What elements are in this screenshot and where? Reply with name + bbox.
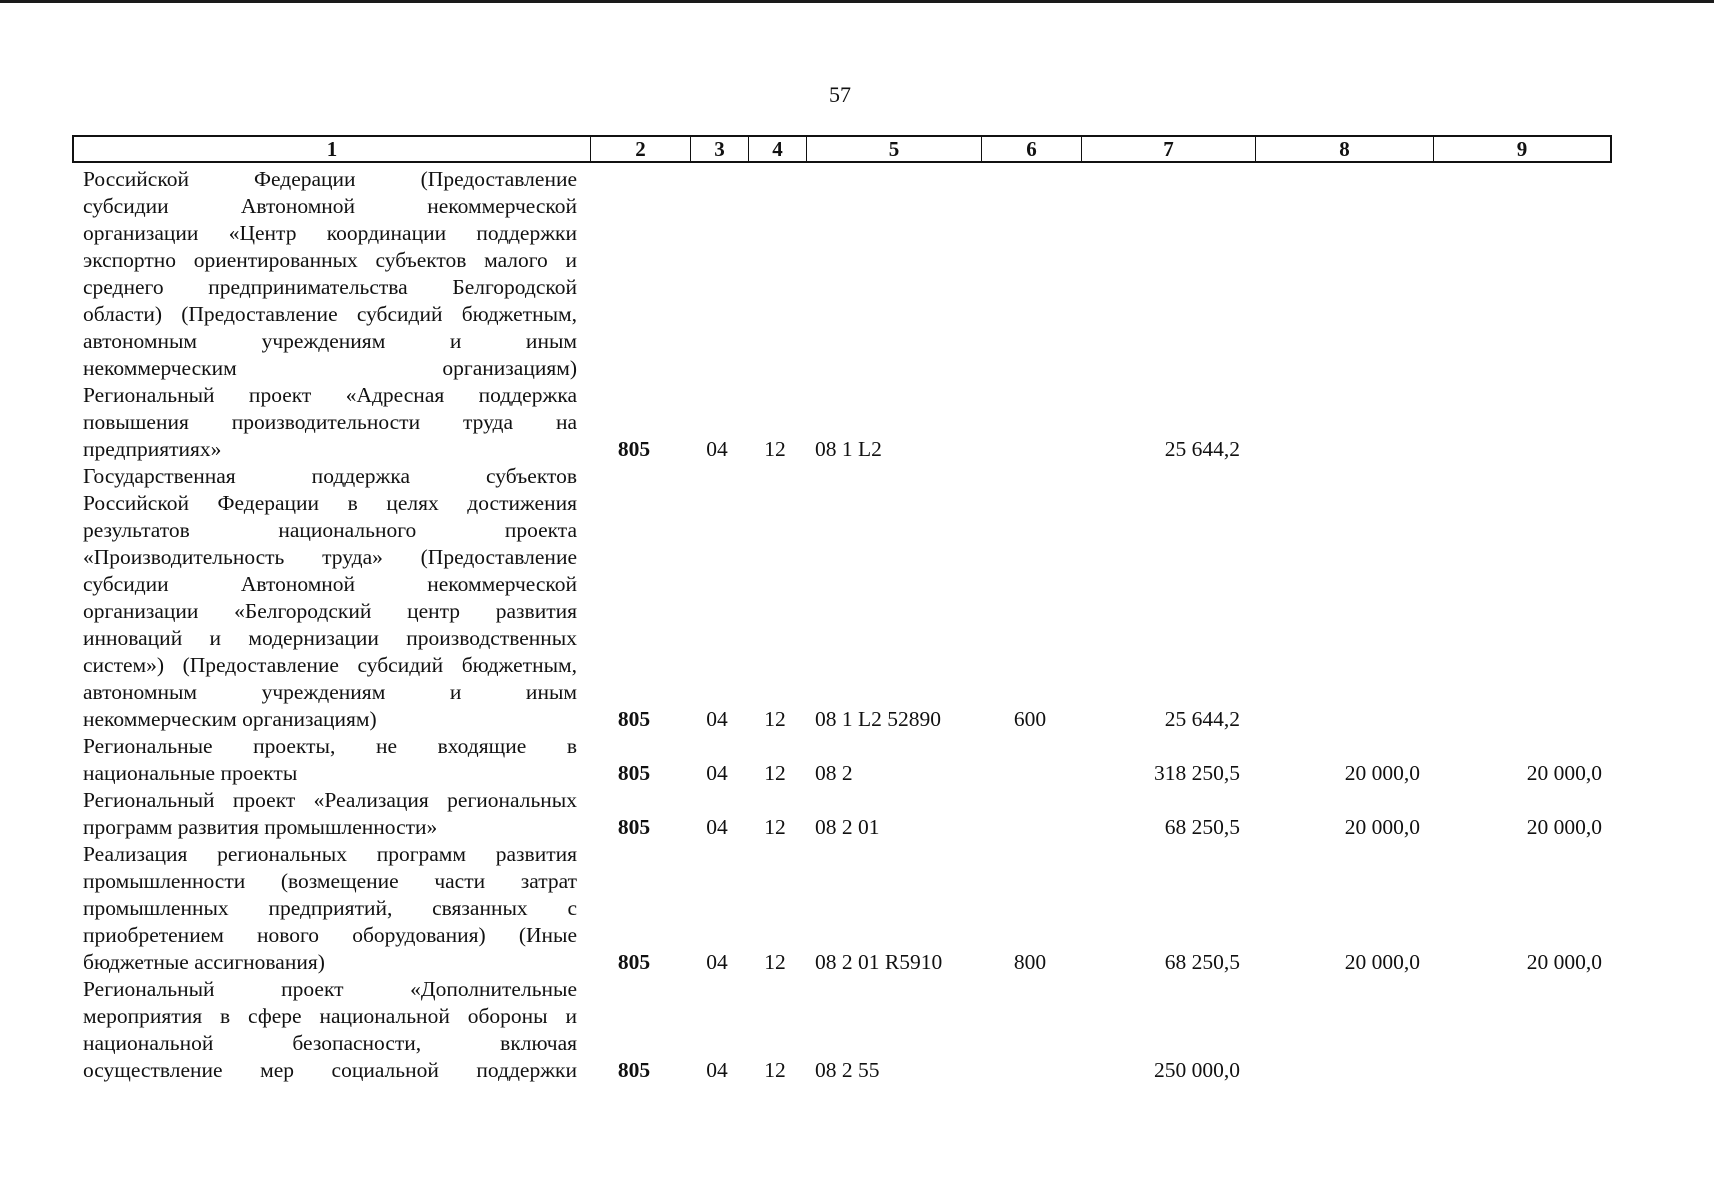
row-3-col-2: 805 bbox=[617, 761, 651, 785]
row-5-line: промышленных предприятий, связанных с bbox=[83, 896, 577, 920]
row-2-line: систем») (Предоставление субсидий бюджетным, bbox=[83, 653, 577, 677]
row-6-col-2: 805 bbox=[617, 1058, 651, 1082]
row-6-line: осуществление мер социальной поддержки bbox=[83, 1058, 577, 1082]
row-3-col-3: 04 bbox=[706, 761, 728, 785]
header-col-1: 1 bbox=[74, 137, 591, 161]
row-2-line: инноваций и модернизации производственных bbox=[83, 626, 577, 650]
row-3-line: Региональные проекты, не входящие в bbox=[83, 734, 577, 758]
row-5-col-8: 20 000,0 bbox=[1344, 950, 1420, 974]
header-col-9: 9 bbox=[1516, 137, 1528, 161]
row-0-line: Российской Федерации (Предоставление bbox=[83, 167, 577, 191]
row-2-col-7: 25 644,2 bbox=[1164, 707, 1240, 731]
row-5-col-4: 12 bbox=[764, 950, 786, 974]
row-5-line: бюджетные ассигнования) bbox=[83, 950, 325, 974]
row-2-line: «Производительность труда» (Предоставление bbox=[83, 545, 577, 569]
row-6-line: мероприятия в сфере национальной обороны и bbox=[83, 1004, 577, 1028]
row-4-col-4: 12 bbox=[764, 815, 786, 839]
row-5-description bbox=[83, 841, 577, 976]
row-4-line: программ развития промышленности» bbox=[83, 815, 438, 839]
top-border-line bbox=[0, 0, 1714, 3]
header-col-8: 8 bbox=[1256, 137, 1434, 161]
row-1-col-4: 12 bbox=[764, 437, 786, 461]
row-5-col-6: 800 bbox=[1013, 950, 1047, 974]
row-4-col-8: 20 000,0 bbox=[1344, 815, 1420, 839]
row-4-col-5: 08 2 01 bbox=[815, 815, 880, 839]
row-0-line: субсидии Автономной некоммерческой bbox=[83, 194, 577, 218]
header-col-5: 5 bbox=[807, 137, 982, 161]
header-col-3: 3 bbox=[691, 137, 749, 161]
row-0-line: среднего предпринимательства Белгородской bbox=[83, 275, 577, 299]
row-6-col-3: 04 bbox=[706, 1058, 728, 1082]
row-5-line: приобретением нового оборудования) (Иные bbox=[83, 923, 577, 947]
header-col-7: 7 bbox=[1082, 137, 1256, 161]
row-1-col-5: 08 1 L2 bbox=[815, 437, 882, 461]
row-0-line: экспортно ориентированных субъектов малого и bbox=[83, 248, 577, 272]
row-3-col-5: 08 2 bbox=[815, 761, 853, 785]
row-3-line: национальные проекты bbox=[83, 761, 298, 785]
row-2-col-2: 805 bbox=[617, 707, 651, 731]
row-5-line: Реализация региональных программ развития bbox=[83, 842, 577, 866]
row-2-col-6: 600 bbox=[1013, 707, 1047, 731]
row-5-col-5: 08 2 01 R5910 bbox=[815, 950, 943, 974]
row-1-col-3: 04 bbox=[706, 437, 728, 461]
row-1-col-7: 25 644,2 bbox=[1164, 437, 1240, 461]
row-5-col-2: 805 bbox=[617, 950, 651, 974]
row-0-line: некоммерческим организациям) bbox=[83, 356, 577, 380]
row-3-col-9: 20 000,0 bbox=[1526, 761, 1602, 785]
row-2-line: Российской Федерации в целях достижения bbox=[83, 491, 577, 515]
row-2-col-4: 12 bbox=[764, 707, 786, 731]
row-6-line: Региональный проект «Дополнительные bbox=[83, 977, 577, 1001]
row-4-line: Региональный проект «Реализация региональных bbox=[83, 788, 577, 812]
row-1-col-2: 805 bbox=[617, 437, 651, 461]
row-6-col-4: 12 bbox=[764, 1058, 786, 1082]
row-2-col-5: 08 1 L2 52890 bbox=[815, 707, 942, 731]
row-4-col-7: 68 250,5 bbox=[1164, 815, 1240, 839]
row-4-col-3: 04 bbox=[706, 815, 728, 839]
row-5-line: промышленности (возмещение части затрат bbox=[83, 869, 577, 893]
header-col-2: 2 bbox=[591, 137, 691, 161]
row-4-description bbox=[83, 787, 577, 841]
row-2-description bbox=[83, 463, 577, 733]
row-2-line: некоммерческим организациям) bbox=[83, 707, 377, 731]
row-2-line: автономным учреждениям и иным bbox=[83, 680, 577, 704]
row-4-col-9: 20 000,0 bbox=[1526, 815, 1602, 839]
row-1-line: Региональный проект «Адресная поддержка bbox=[83, 383, 577, 407]
row-0-line: автономным учреждениям и иным bbox=[83, 329, 577, 353]
row-5-col-7: 68 250,5 bbox=[1164, 950, 1240, 974]
row-5-col-9: 20 000,0 bbox=[1526, 950, 1602, 974]
row-2-line: организации «Белгородский центр развития bbox=[83, 599, 577, 623]
row-6-col-7: 250 000,0 bbox=[1154, 1058, 1240, 1082]
row-6-line: национальной безопасности, включая bbox=[83, 1031, 577, 1055]
row-6-col-5: 08 2 55 bbox=[815, 1058, 880, 1082]
row-2-line: субсидии Автономной некоммерческой bbox=[83, 572, 577, 596]
row-5-col-3: 04 bbox=[706, 950, 728, 974]
page-number: 57 bbox=[829, 82, 851, 107]
row-0-line: области) (Предоставление субсидий бюджетным, bbox=[83, 302, 577, 326]
row-1-line: предприятиях» bbox=[83, 437, 222, 461]
header-col-4: 4 bbox=[749, 137, 807, 161]
row-2-line: Государственная поддержка субъектов bbox=[83, 464, 577, 488]
row-2-col-3: 04 bbox=[706, 707, 728, 731]
row-1-line: повышения производительности труда на bbox=[83, 410, 577, 434]
row-3-description bbox=[83, 733, 577, 787]
row-1-description bbox=[83, 382, 577, 463]
header-col-6: 6 bbox=[982, 137, 1082, 161]
row-0-description bbox=[83, 166, 577, 382]
row-2-line: результатов национального проекта bbox=[83, 518, 577, 542]
row-6-description bbox=[83, 976, 577, 1084]
table-header-row bbox=[72, 135, 1612, 163]
row-3-col-8: 20 000,0 bbox=[1344, 761, 1420, 785]
row-3-col-4: 12 bbox=[764, 761, 786, 785]
row-3-col-7: 318 250,5 bbox=[1154, 761, 1240, 785]
row-0-line: организации «Центр координации поддержки bbox=[83, 221, 577, 245]
row-4-col-2: 805 bbox=[617, 815, 651, 839]
